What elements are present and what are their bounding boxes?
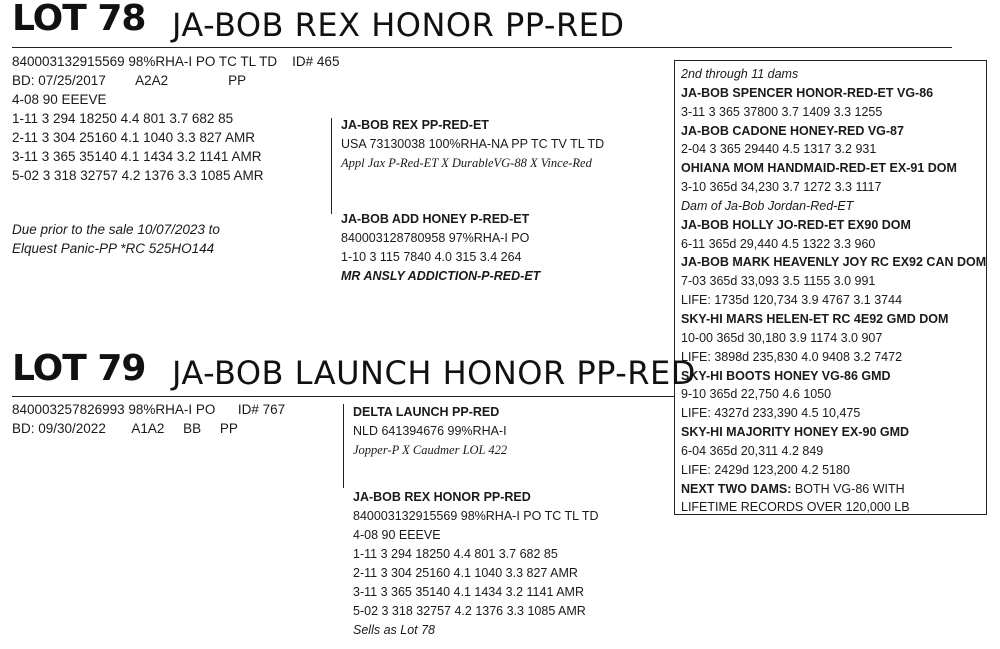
lot-78-record-3: 3-11 3 365 35140 4.1 1434 3.2 1141 AMR: [12, 149, 262, 164]
lot-79-dam-reg: 840003132915569 98%RHA-I PO TC TL TD: [353, 509, 599, 523]
lot-78-dam-reg: 840003128780958 97%RHA-I PO: [341, 231, 530, 245]
lot-79-dam-name: JA-BOB REX HONOR PP-RED: [353, 490, 531, 504]
next-two-label: NEXT TWO DAMS:: [681, 481, 792, 496]
dam-line: 6-11 365d 29,440 4.5 1322 3.3 960: [681, 236, 876, 251]
lot-78-bd-line: BD: 07/25/2017 A2A2 PP: [12, 73, 247, 88]
lot-78-record-1: 1-11 3 294 18250 4.4 801 3.7 682 85: [12, 111, 234, 126]
dams-box-title: 2nd through 11 dams: [681, 67, 799, 81]
lot-79-number: LOT 79: [12, 348, 146, 389]
dam-line: 2-04 3 365 29440 4.5 1317 3.2 931: [681, 142, 877, 157]
dam-line: 3-10 365d 34,230 3.7 1272 3.3 1117: [681, 180, 882, 195]
lot-78-due-note: [12, 220, 220, 258]
dam-line: 6-04 365d 20,311 4.2 849: [681, 443, 824, 458]
dam-line: OHIANA MOM HANDMAID-RED-ET EX-91 DOM: [681, 161, 957, 176]
dam-line: 9-10 365d 22,750 4.6 1050: [681, 387, 832, 402]
dam-line: LIFE: 1735d 120,734 3.9 4767 3.1 3744: [681, 293, 903, 308]
lot-78-sire-pedigree: Appl Jax P-Red-ET X DurableVG-88 X Vince-Red: [341, 156, 592, 170]
lot-79-name: JA-BOB LAUNCH HONOR PP-RED: [172, 354, 696, 392]
dam-line: LIFE: 3898d 235,830 4.0 9408 3.2 7472: [681, 349, 903, 364]
lot-79-sire: [353, 403, 507, 460]
dam-line: JA-BOB HOLLY JO-RED-ET EX90 DOM: [681, 217, 911, 232]
lot-79-dam-record-4: 5-02 3 318 32757 4.2 1376 3.3 1085 AMR: [353, 604, 586, 618]
dam-line: LIFE: 2429d 123,200 4.2 5180: [681, 462, 850, 477]
lot-78-sire-reg: USA 73130038 100%RHA-NA PP TC TV TL TD: [341, 137, 605, 151]
lot-79-sire-pedigree: Jopper-P X Caudmer LOL 422: [353, 443, 508, 457]
dam-line: SKY-HI BOOTS HONEY VG-86 GMD: [681, 368, 891, 383]
lot-78-sire: [341, 116, 604, 173]
next-two-text: BOTH VG-86 WITH: [791, 481, 905, 496]
lot-78-pedigree-bracket: [331, 118, 332, 214]
dams-box: [674, 60, 987, 515]
lot-78-dam-record: 1-10 3 115 7840 4.0 315 3.4 264: [341, 250, 522, 264]
lot-79-bd-line: BD: 09/30/2022 A1A2 BB PP: [12, 421, 238, 436]
dam-line: 7-03 365d 33,093 3.5 1155 3.0 991: [681, 274, 876, 289]
lot-78-id-line: 840003132915569 98%RHA-I PO TC TL TD ID# 465: [12, 54, 340, 69]
lot-79-id-line: 840003257826993 98%RHA-I PO ID# 767: [12, 402, 286, 417]
lot-79-sire-reg: NLD 641394676 99%RHA-I: [353, 424, 507, 438]
lot-79-dam-note: Sells as Lot 78: [353, 623, 435, 637]
lot-79-dam-score: 4-08 90 EEEVE: [353, 528, 441, 542]
dam-line: JA-BOB SPENCER HONOR-RED-ET VG-86: [681, 85, 934, 100]
lot-79-dam-record-1: 1-11 3 294 18250 4.4 801 3.7 682 85: [353, 547, 558, 561]
dam-line: SKY-HI MARS HELEN-ET RC 4E92 GMD DOM: [681, 311, 949, 326]
lot-79-details: [12, 400, 285, 438]
lot-78-dam-name: JA-BOB ADD HONEY P-RED-ET: [341, 212, 530, 226]
lot-79-rule: [12, 396, 674, 397]
dam-line: JA-BOB CADONE HONEY-RED VG-87: [681, 123, 904, 138]
lot-79-pedigree-bracket: [343, 404, 344, 488]
lot-78-score: 4-08 90 EEEVE: [12, 92, 107, 107]
dam-line: LIFE: 4327d 233,390 4.5 10,475: [681, 406, 861, 421]
lot-79-dam: [353, 488, 599, 640]
due-note-line-1: Due prior to the sale 10/07/2023 to: [12, 222, 220, 237]
lot-78-dam: [341, 210, 540, 286]
dam-line: 3-11 3 365 37800 3.7 1409 3.3 1255: [681, 104, 883, 119]
lot-78-record-4: 5-02 3 318 32757 4.2 1376 3.3 1085 AMR: [12, 168, 264, 183]
due-note-line-2: Elquest Panic-PP *RC 525HO144: [12, 241, 215, 256]
lot-78-record-2: 2-11 3 304 25160 4.1 1040 3.3 827 AMR: [12, 130, 255, 145]
lot-78-rule: [12, 47, 952, 48]
lot-79-dam-record-2: 2-11 3 304 25160 4.1 1040 3.3 827 AMR: [353, 566, 578, 580]
lot-78-name: JA-BOB REX HONOR PP-RED: [172, 6, 625, 44]
next-two-text-2: LIFETIME RECORDS OVER 120,000 LB: [681, 500, 910, 515]
next-two-dams: [681, 480, 986, 499]
lot-79-sire-name: DELTA LAUNCH PP-RED: [353, 405, 500, 419]
dam-line: JA-BOB MARK HEAVENLY JOY RC EX92 CAN DOM: [681, 255, 987, 270]
dam-line: 10-00 365d 30,180 3.9 1174 3.0 907: [681, 330, 883, 345]
dam-line: Dam of Ja-Bob Jordan-Red-ET: [681, 198, 854, 213]
lot-78-number: LOT 78: [12, 0, 146, 39]
lot-79-dam-record-3: 3-11 3 365 35140 4.1 1434 3.2 1141 AMR: [353, 585, 584, 599]
lot-78-sire-of-dam: MR ANSLY ADDICTION-P-RED-ET: [341, 269, 541, 283]
lot-78-sire-name: JA-BOB REX PP-RED-ET: [341, 118, 489, 132]
lot-78-details: [12, 52, 339, 185]
dam-line: SKY-HI MAJORITY HONEY EX-90 GMD: [681, 425, 910, 440]
